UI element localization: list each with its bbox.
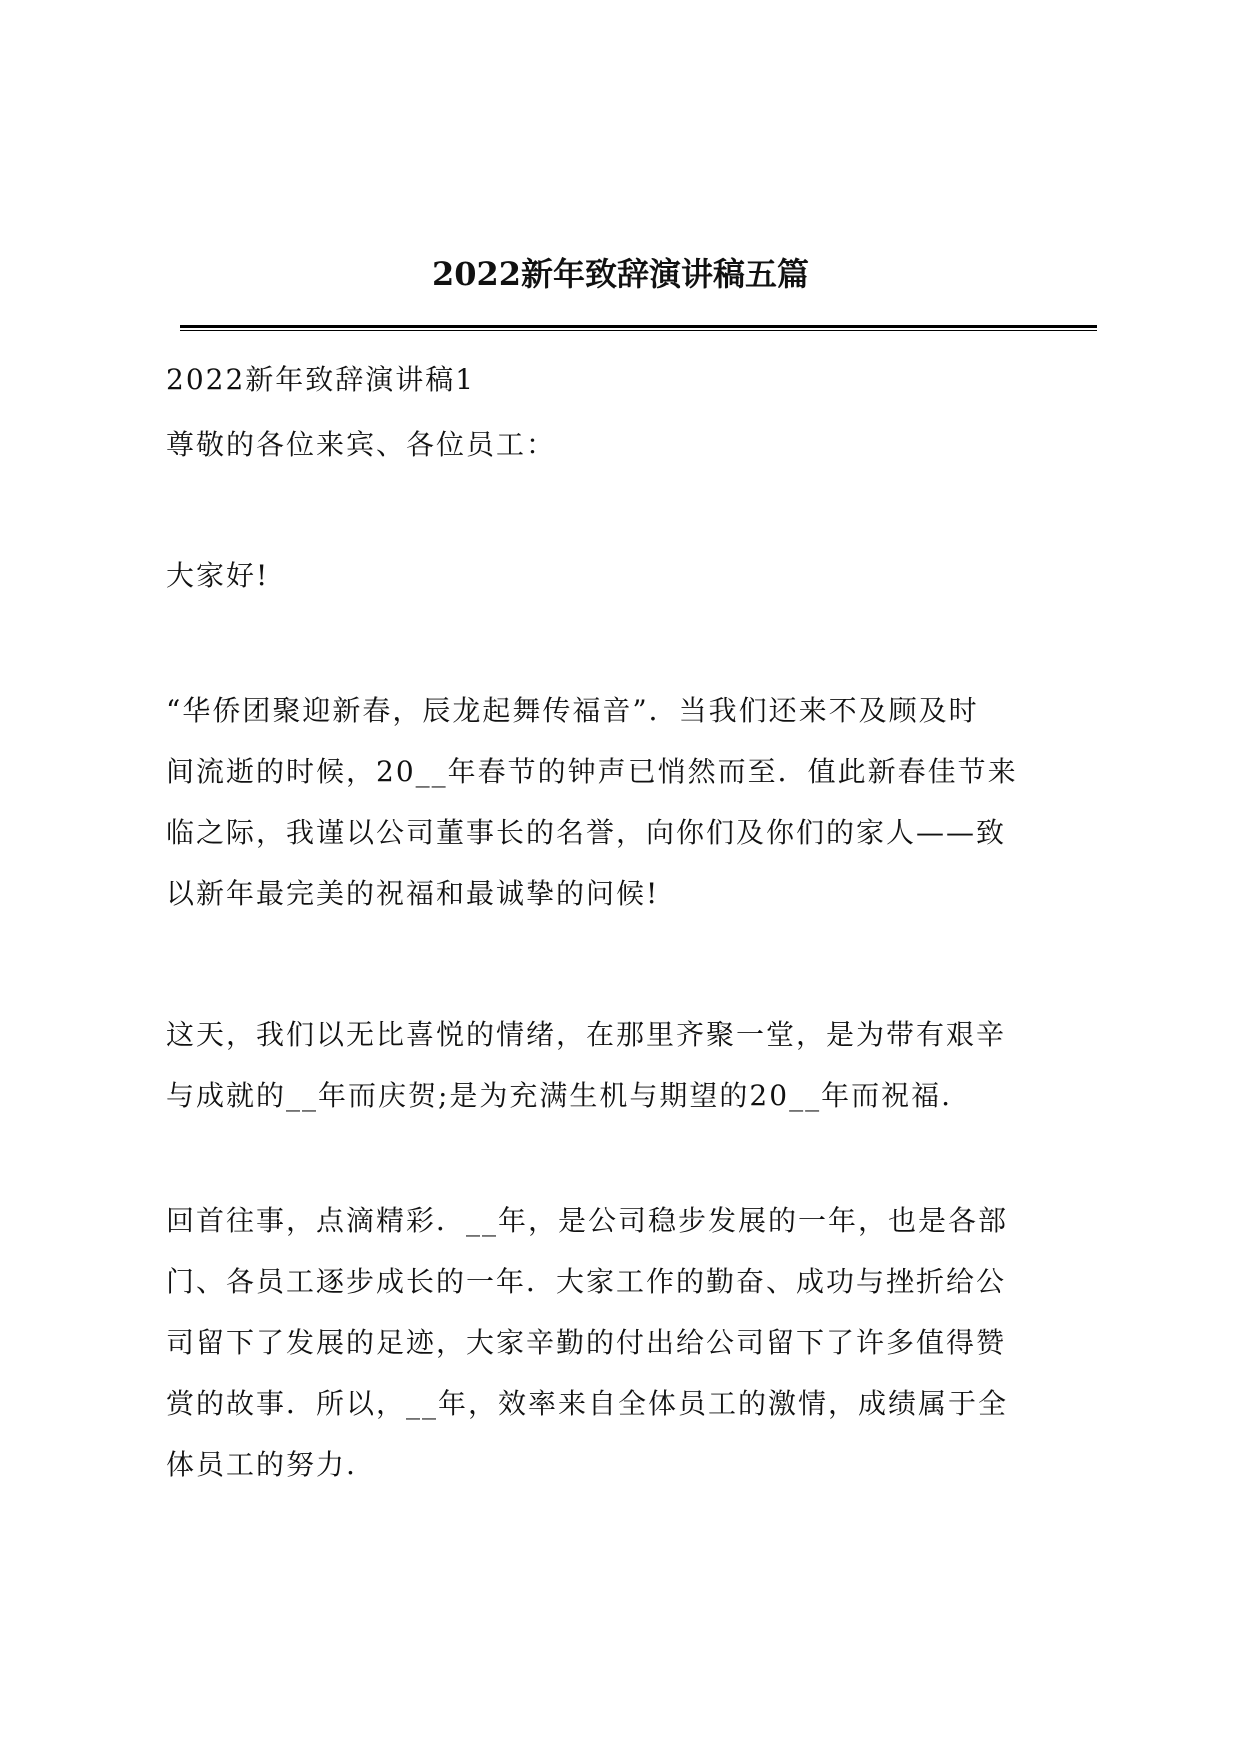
- title-divider: [180, 325, 1097, 331]
- document-title: 2022新年致辞演讲稿五篇: [431, 255, 810, 293]
- paragraph: 回首往事，点滴精彩．__年，是公司稳步发展的一年，也是各部 门、各员工逐步成长的一年．大家工作的勤奋、成功与挫折给公 司留下了发展的足迹，大家辛勤的付出给公司留下了许多值得赞 赏的故事．所以，__年，效率来自全体员工的激情，成绩属于全 体员工的努力.: [166, 1204, 1009, 1481]
- speech-subtitle: 2022新年致辞演讲稿1: [166, 363, 476, 396]
- greeting: 大家好!: [166, 559, 270, 592]
- salutation: 尊敬的各位来宾、各位员工：: [166, 428, 557, 461]
- paragraph: “华侨团聚迎新春，辰龙起舞传福音”．当我们还来不及顾及时 间流逝的时候，20__年春节的钟声已悄然而至．值此新春佳节来 临之际，我谨以公司董事长的名誉，向你们及你们的家人——致 以新年最完美的祝福和最诚挚的问候!: [166, 694, 1018, 910]
- paragraph: 这天，我们以无比喜悦的情绪，在那里齐聚一堂，是为带有艰辛 与成就的__年而庆贺;是为充满生机与期望的20__年而祝福.: [166, 1018, 1007, 1112]
